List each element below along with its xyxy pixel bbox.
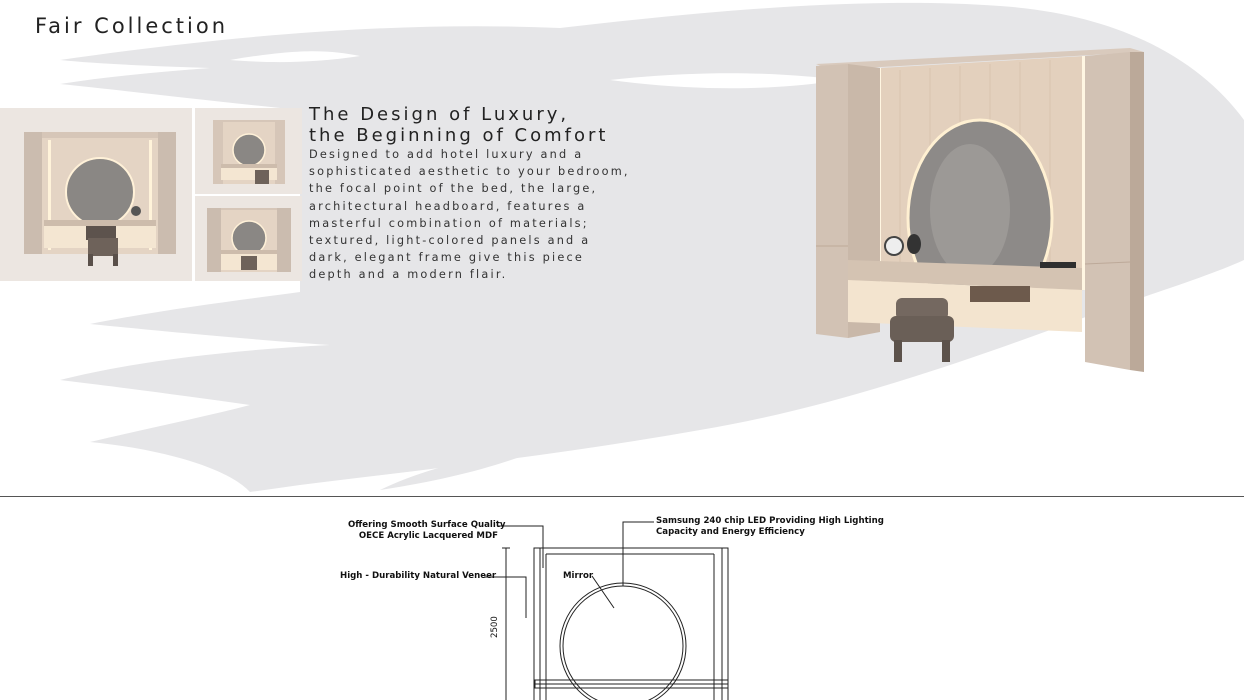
annotation-mirror: Mirror	[563, 571, 594, 581]
description-line: Designed to add hotel luxury and a	[309, 148, 584, 161]
product-photo-large	[0, 108, 192, 281]
dimension-height: 2500	[490, 616, 500, 638]
annotation-led-line2: Capacity and Energy Efficiency	[656, 527, 805, 537]
hero-product-render	[810, 40, 1150, 380]
brand-title: Fair Collection	[35, 14, 229, 38]
description-line: dark, elegant frame give this piece	[309, 251, 585, 265]
technical-drawing	[330, 510, 890, 700]
description-line: depth and a modern flair.	[309, 268, 508, 282]
description-line: textured, light-colored panels and a	[309, 234, 591, 248]
description-line: masterful combination of materials;	[309, 216, 589, 230]
description-line: the focal point of the bed, the large,	[309, 182, 598, 196]
description-line: architectural headboard, features a	[309, 199, 587, 213]
headboard-render-large	[0, 108, 192, 281]
annotation-surface-line1: Offering Smooth Surface Quality	[348, 520, 506, 530]
annotation-led	[656, 516, 884, 538]
annotation-veneer: High - Durability Natural Veneer	[340, 571, 497, 581]
heading-line-1: The Design of Luxury,	[309, 104, 570, 125]
product-photo-bottom	[195, 196, 302, 281]
headboard-render-top	[195, 108, 302, 194]
annotation-led-line1: Samsung 240 chip LED Providing High Lighting	[656, 516, 884, 526]
annotation-surface	[348, 520, 506, 542]
annotation-surface-line2: OECE Acrylic Lacquered MDF	[358, 531, 498, 541]
product-description	[309, 146, 630, 284]
headboard-render-bottom	[195, 196, 302, 281]
description-line: sophisticated aesthetic to your bedroom,	[309, 165, 630, 179]
product-photo-top	[195, 108, 302, 194]
section-heading	[309, 104, 608, 146]
heading-line-2: the Beginning of Comfort	[309, 125, 609, 146]
section-divider	[0, 496, 1244, 497]
